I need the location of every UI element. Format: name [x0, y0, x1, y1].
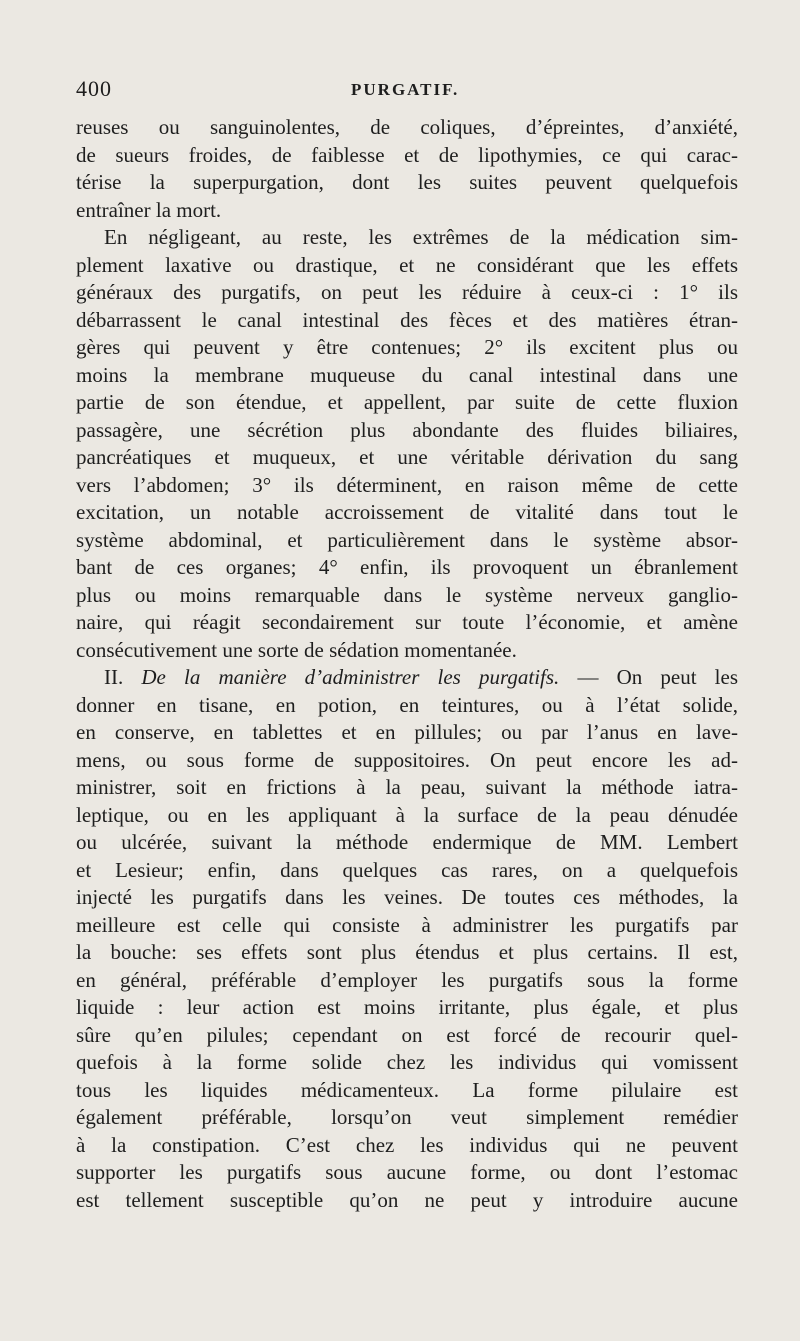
text-block	[76, 114, 738, 1214]
text-line: térise la superpurgation, dont les suites peuvent quelquefois	[76, 170, 738, 194]
text-line: ou ulcérée, suivant la méthode endermique de MM. Lembert	[76, 830, 738, 854]
text-line: système abdominal, et particulièrement dans le système absor-	[76, 527, 738, 552]
section-heading-rest: — On peut les	[577, 665, 738, 689]
text-line: moins la membrane muqueuse du canal intestinal dans une	[76, 362, 738, 387]
text-line: tous les liquides médicamenteux. La forme pilulaire est	[76, 1077, 738, 1102]
text-line: de sueurs froides, de faiblesse et de lipothymies, ce qui carac-	[76, 142, 738, 167]
text-line: En négligeant, au reste, les extrêmes de la médication sim-	[104, 225, 738, 249]
text-line: pancréatiques et muqueux, et une véritable dérivation du sang	[76, 445, 738, 469]
text-line: meilleure est celle qui consiste à administrer les purgatifs par	[76, 912, 738, 937]
text-line: injecté les purgatifs dans les veines. De toutes ces méthodes, la	[76, 885, 738, 909]
text-line: à la constipation. C’est chez les individus qui ne peuvent	[76, 1132, 738, 1157]
text-line: en général, préférable d’employer les purgatifs sous la forme	[76, 967, 738, 992]
section-heading: De la manière d’administrer les purgatifs.	[141, 665, 560, 689]
text-line: bant de ces organes; 4° enfin, ils provoquent un ébranlement	[76, 555, 738, 579]
text-line: consécutivement une sorte de sédation momentanée.	[76, 637, 517, 662]
text-line: donner en tisane, en potion, en teintures, ou à l’état solide,	[76, 692, 738, 717]
page-number: 400	[76, 76, 112, 101]
text-line: liquide : leur action est moins irritante, plus égale, et plus	[76, 995, 738, 1019]
text-line: plus ou moins remarquable dans le système nerveux ganglio-	[76, 582, 738, 607]
text-line: gères qui peuvent y être contenues; 2° ils excitent plus ou	[76, 335, 738, 359]
section-number: II.	[104, 665, 124, 689]
text-line: ministrer, soit en frictions à la peau, suivant la méthode iatra-	[76, 775, 738, 799]
text-line: généraux des purgatifs, on peut les réduire à ceux-ci : 1° ils	[76, 280, 738, 304]
text-line: mens, ou sous forme de suppositoires. On peut encore les ad-	[76, 747, 738, 772]
text-line: supporter les purgatifs sous aucune forme, ou dont l’estomac	[76, 1160, 738, 1184]
text-line: passagère, une sécrétion plus abondante des fluides biliaires,	[76, 417, 738, 442]
text-line: excitation, un notable accroissement de vitalité dans tout le	[76, 500, 738, 524]
text-line: plement laxative ou drastique, et ne considérant que les effets	[76, 252, 738, 277]
text-line: et Lesieur; enfin, dans quelques cas rares, on a quelquefois	[76, 857, 738, 882]
running-title: PURGATIF.	[351, 80, 460, 99]
section-heading-line	[76, 664, 738, 692]
text-line: en conserve, en tablettes et en pillules; ou par l’anus en lave-	[76, 720, 738, 744]
text-line: partie de son étendue, et appellent, par suite de cette fluxion	[76, 390, 738, 414]
text-line: également préférable, lorsqu’on veut simplement remédier	[76, 1105, 738, 1129]
text-line: entraîner la mort.	[76, 197, 222, 222]
text-line: quefois à la forme solide chez les individus qui vomissent	[76, 1050, 738, 1074]
text-line: reuses ou sanguinolentes, de coliques, d’épreintes, d’anxiété,	[76, 115, 738, 139]
text-line: sûre qu’en pilules; cependant on est forcé de recourir quel-	[76, 1022, 738, 1047]
text-line: leptique, ou en les appliquant à la surface de la peau dénudée	[76, 802, 738, 827]
text-line: débarrassent le canal intestinal des fèces et des matières étran-	[76, 307, 738, 332]
text-line: vers l’abdomen; 3° ils déterminent, en raison même de cette	[76, 472, 738, 497]
text-line: la bouche: ses effets sont plus étendus et plus certains. Il est,	[76, 940, 738, 964]
text-line: est tellement susceptible qu’on ne peut y introduire aucune	[76, 1187, 738, 1212]
text-line: naire, qui réagit secondairement sur toute l’économie, et amène	[76, 610, 738, 634]
running-head	[76, 74, 738, 114]
